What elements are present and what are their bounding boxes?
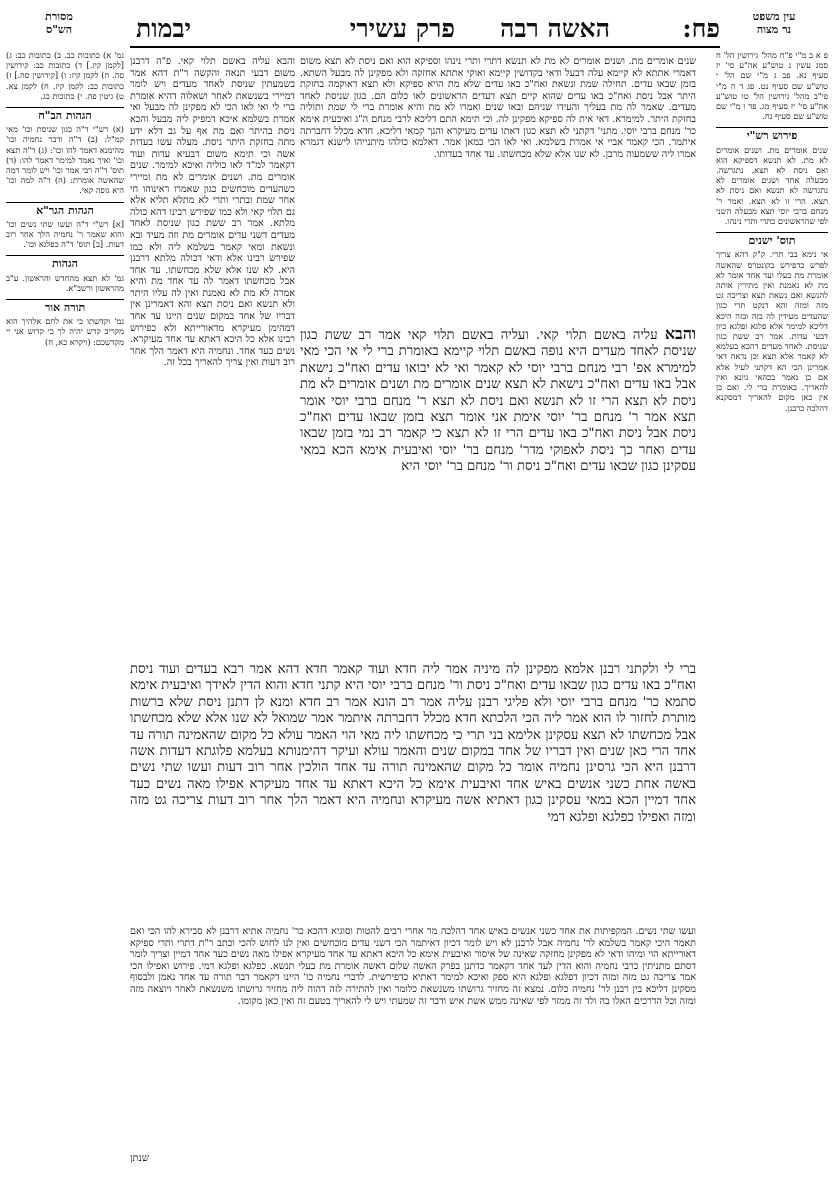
gemara-wide-paragraph: ברי לי ולקתני רבנן אלמא מפקינן לה מיניה אמר ליה חדא ועוד קאמר חדא דהא אמר רבא בעדים ועוד ניסת ואח"כ באו עדים כגון שבאו עדים ואח"כ ניסת ור' מנחם ברבי יוסי היא קתני חדא והוא הדין לאידך ואיבעית אימא סתמא כר' מנחם ברבי יוסי ולא פליגי רבנן עליה אמר רב הונא אמר רב חדא ומנא לן דתנן ניסת שלא ברשות מותרת לחזור לו הוא אמר ליה הכי הלכתא חדא מכלל דחברתה איתמר אמר שמואל לא שנו אלא שלא מכחשתו אבל מכחשתו לא תצא עסקינן אלימא בני תרי כי מכחשתו ליה מאי הוי האמר עולא כל מקום שהאמינה תורה עד אחד הרי כאן שנים ואין דבריו של אחד במקום שנים והאמר עולא ועיקר דהימנותא בעלמא פלוגתא דעדות אשה דרבנן היא הכי גרסינן נחמיה אומר כל מקום שהאמינה תורה עד אחד הולכין אחר רוב דעות ועשו שתי נשים באשה אחת כשני אנשים באיש אחד ואיבעית אימא כל היכא דאתא עד אחד מעיקרא אפילו מאה נשים כעד אחד דמיין הכא במאי עסקינן כגון דאתיא אשה מעיקרא ונחמיה היא דאמר הלך אחר רוב דעות צריכה גט מזה ומזה ואפילו כפלגא ופלגא דמי bbox=[130, 662, 696, 825]
torah-or-title: תורה אור bbox=[44, 301, 86, 315]
masoret-header: מסורת הש"ס bbox=[45, 10, 73, 36]
hagahot-gra-title: הגהות הגר"א bbox=[36, 203, 94, 217]
ein-mishpat-text: פ א ב מ"י פ"ח מהל' גירושין הל' ח סמג עשין נ טוש"ע אה"ע סי' יז סעיף נא. פב ג מ"י שם הל' י טוש"ע שם סעיף נט. פג ד ה מ"י פי"ב מהל' גירושין הל' טו טוש"ע אה"ע סי' יז סעיף מג. פד ו מ"י שם טוש"ע שם סעיף נח. bbox=[716, 50, 828, 122]
tosafot-yeshanim-text: אי נימא בבי תרי. ק"ק דהא צריך לפרש כדפירש בקונטרס שהאשה אומרת מת בעלי ועד אחד אומר לא מת לא נאמנת ואין מתירין אותה להנשא ואם נשאת תצא וצריכה גט מזה ומזה והא דנקט תרי כגון שהעדים מעידין לה בזה ובזה היכא דליכא למימר אלא פלגא ופלגא כיון דבעי עדות. אמר רב ששת כגון שניסת. לאחד מעדים דהכא בעלמא לא קאמר אלא תצא וכן נראה דאי אמרינן הכי הא דקתני לעיל אלא אם כן נאמר בכהאי גוונא ואין להאריך. באומרת ברי לי. ואם כן אין כאן מקום להאריך דמסקנא דהלכה כרבנן. bbox=[716, 249, 828, 413]
hagahot-gra-text: [א] רש"י ד"ה ועשו שתי נשים וכו' והוא שאמר ר' נחמיה הלך אחר רוב דעות. [ב] תוס' ד"ה כפלגא וכו'. bbox=[6, 218, 124, 250]
tractate-name: יבמות bbox=[136, 14, 192, 43]
gemara-main-text bbox=[300, 326, 696, 662]
gemara-wide-text bbox=[130, 662, 696, 920]
catchword: שנתן bbox=[130, 1153, 149, 1164]
torah-or-text: גמ' וקדשתו כי את לחם אלהיך הוא מקריב קדש יהיה לך כי קדוש אני יי מקדשכם: (ויקרא כא, ח) bbox=[6, 316, 124, 347]
gemara-text: עליה באשם תלוי קאי. ועליה באשם תלוי קאי אמר רב ששת כגון שניסת לאחד מעדים היא נופה באשם תלוי קיימא באומרת ברי לי אי הכי מאי למימרא אפ' רבי מנחם ברבי יוסי לא קאמר ואי לא יבואו עדים ואח"כ נישאת אבל באו עדים ואח"כ נישאת לא תצא שנים אומרים מת ושנים אומרים לא מת ניסת לא תצא הרי זו לא תנשא ואם ניסת לא תצא ר' מנחם ברבי יוסי אומר תצא אמר ר' מנחם בר' יוסי אימת אני אומר תצא בזמן שבאו עדים ואח"כ ניסת אבל ניסת ואח"כ באו עדים הרי זו לא תצא כי קאמר רב נמי בזמן שבאו עדים ואחר כך ניסת לאפוקי מדר' מנחם בר' יוסי ואיבעית אימא הכא במאי עסקינן כגון שבאו עדים ואח"כ ניסת ור' מנחם בר' יוסי היא bbox=[300, 328, 696, 475]
ein-mishpat-header: עין משפט נר מצוה bbox=[752, 10, 796, 36]
tosafot-yeshanim-box bbox=[716, 232, 828, 412]
torah-or-box bbox=[6, 299, 124, 347]
masoret-text: גמ' א) כתובות כב. ב) כתובות כב: ג) [לקמן קיז.] ד) כתובות כב: קידושין סה. ה) לקמן קיז: ו) [קידושין סה.] ז) כתובות כב: לקמן קיז. ח) לקמן צא. ט) גיטין פה. י) כתובות כג. bbox=[6, 50, 124, 101]
daf-number: פח: bbox=[682, 14, 720, 43]
left-margin bbox=[6, 50, 124, 1150]
rashi-margin-box bbox=[716, 127, 828, 226]
chapter-title: האשה רבה bbox=[500, 14, 610, 43]
hagahot-bach-box bbox=[6, 107, 124, 196]
rashi-margin-title: פירוש רש"י bbox=[746, 129, 798, 143]
perek-label: פרק עשירי bbox=[349, 14, 455, 43]
hagahot-bach-text: (א) רש"י ד"ה כגון שניסת וכו' מאי קמ"ל: (ב) ד"ה ודבר נחמיה וכו' מהימנא דאמר להו וכו': (ג) ד"ה תצא וכו' ואיך נאמר למימר דאמר להו: (ד) תוס' ד"ה רבי אמר וכו' ויש לומר דמה שהאשה אומרת: (ה) ד"ה למה וכו' היא גופה קאי. bbox=[6, 124, 124, 196]
tosafot-bottom-text: ועשו שתי נשים. המקפיתות את אחד כשני אנשים באיש אחד דהלכה מר אחרי רבים להטות וסוגיא דהכא כר' נחמיה אתיא דרבנן לא סבירא להו הכי ואם תאמר היכי קאמר בשלמא לר' נחמיה אבל לרבנן לא ויש לומר דכיון דאיתמר הכי דשני עדים מוכחשים ואין לנו לחוש להכי וכתב ר"ת דתרי ותרי ספיקא דאורייתא הוי ומיהו ודאי לא מפקינן מחזקה שאינה של איסור ואיבעית אימא כל היכא דאתא עד אחד מעיקרא אפילו מאה נשים כעד אחד דמיין וצריך לומר דסתם מתניתין כרבי נחמיה והוא הדין לעד אחד דקאמר כדתנן בפרק האשה שלום דאשה אומרת מת בעלי תנשא. כפלגא ופלגא דמי. פירוש ואפילו הכי אמר צריכה גט מזה ומזה דכיון דפלגא ופלגא היא ספק ואיכא למימר דאתיא כדפירשית. לדברי נחמיה כו' היינו דקאמר דבר תורה עד אחד נאמן ולבסוף מסקינן דליכא בין רבנן לר' נחמיה כלום. נמצא זה מחזיר גרושתו משנשאת כלומר ואין להתירה לזה דהוה ליה מחזיר גרושתו משנשאת לאחר ויוצאה מזה ומזה וכל הדרכים האלו בה ולד זה ממזר לפי שאינה ממש אשת איש ודבר זה שמעתי ויש לי להאריך בטעם זה ואין כאן מקומו. bbox=[130, 926, 696, 1007]
tosafot-bottom-commentary bbox=[130, 926, 696, 1154]
page-header bbox=[130, 12, 720, 48]
tosafot-text: והבא עליה באשם תלוי קאי. פ"ה דרבנן משום דבעי תנאה והקשה ר"ת דהא אמר בשמעתין שניסת לאחד מעדים ויש לומר דמיירי בשנשאת לאחר ושאלוה דהיא אומרת ברי לי ואי לאו הכי לא מפקינן לה מבעל ואי אמרת בשלמא איכא דמפיק ליה מבעל והכא ניסת בהיתר ואם מת אף על גב דלא ידע מתה בחזקת היתר ניסת. מעלה עשו בעדות אשה וכי תימא משום דבעיא עדות ועוד דקאמר למ"ד לאו כוליה ואיכא למימר. שנים אומרים מת. ושנים אומרים לא מת ומיירי כשהעדים מוכחשים כגון שאמרו ראינוהו חי אחר שמת ובתרי ותרי לא מתלא תליא אלא גם תלוי קאי ולא כמו שפירש רבינו דהא כולה מלתא. אמר רב ששת כגון שניסת לאחד מעדים דשני עדים אומרים מת וזה מעיד ובא ונשאת ומאי קאמר בשלמא ליה ולא כמו שפירש רבינו אלא ודאי דכולה מלתא דרבנן היא. לא שנו אלא שלא מכחשתו. עד אחד אבל מכחשתו דאמר לה עד אחד מת והיא אמרה לא מת לא נאמנת ואין לה עליו היתר ולא תנשא ואם ניסת תצא והא דאמרינן אין דבריו של אחד במקום שנים היינו עד אחד דמהימן מעיקרא מדאורייתא ולא כפירוש רבינו אלא כל היכא דאתא עד אחד מעיקרא. נשים כעד אחד. ונחמיה היא דאמר הלך אחר רוב דעות ואין צריך להאריך בכל זה. bbox=[130, 56, 295, 369]
hagahot-box bbox=[6, 255, 124, 293]
hagahot-bach-title: הגהות הב"ח bbox=[38, 109, 92, 123]
rashi-commentary bbox=[300, 56, 696, 324]
gemara-opening-word: והבא bbox=[664, 326, 696, 343]
tosafot-yeshanim-title: תוס' ישנים bbox=[748, 234, 796, 248]
rashi-text: שנים אומרים מת. ושנים אומרים לא מת לא תנשא דתרי ותרי נינהו וספיקא הוא ואם ניסת לא תצא משום דאמרי אתתא לא קיימא עלה דבעל ודאי בקדושין קיימא ואוקי אתתא אחזקה ולא מפקינן לה מבעל השתא. בזמן שבאו עדים. תחילה שמת ונשאת ואח"כ באו עדים שלא מת הויא ספיקא ולא תצא דאוקמה בחזקת היתר אבל ניסת ואח"כ באו עדים שהוא קיים תצא דעדים הראשונים לאו כלום הם. כגון שניסת לאחד מעדים. שאמר לה מת בעליך והעידו שניהם ובאו שנים ואמרו לא מת והיא אומרת ברי לי שמת ותוליה בחזקת היתר. למימרא. דאי אית לה ספיקא מפקינן לה. וכי תימא התם דליכא לרבי מנחם ה"ג ואיבעית אימא כר' מנחם ברבי יוסי. מתני' דקתני לא תצא כגון דאתו עדים מעיקרא והנך קמאי דליכא. חדא מכלל דחברתה איתמר. הכי קאמר אביי אי אמרת בשלמא. ואי לאו הכי כמאן אמר. דאלמא כולהו מיתנייהו לישנא דגמרא אמרו ליה ששמעוה מרבן. לא שנו אלא שלא מכחשתו. עד אחד בעדותו. bbox=[300, 56, 696, 160]
rashi-margin-text: שנים אומרים מת. ושנים אומרים לא מת. לא תנשא דספיקא הוא ואם ניסת לא תצא. נתגרשה. מבעלה אחד ושנים אומרים לא נתגרשה לא תנשא ואם ניסת לא תצא. הרי זו לא תצא. ואמר ר' מנחם ברבי יוסי תצא מבעלה השני לפי שהראשונים כתרי ותרי נינהו. bbox=[716, 144, 828, 227]
hagahot-text: גמ' לא תצא מהחדש והראשון. ע"ב מהראשון ורשב"א. bbox=[6, 272, 124, 293]
right-margin bbox=[716, 50, 828, 1150]
tosafot-commentary bbox=[130, 56, 295, 662]
hagahot-gra-box bbox=[6, 202, 124, 250]
hagahot-title: הגהות bbox=[52, 257, 78, 271]
